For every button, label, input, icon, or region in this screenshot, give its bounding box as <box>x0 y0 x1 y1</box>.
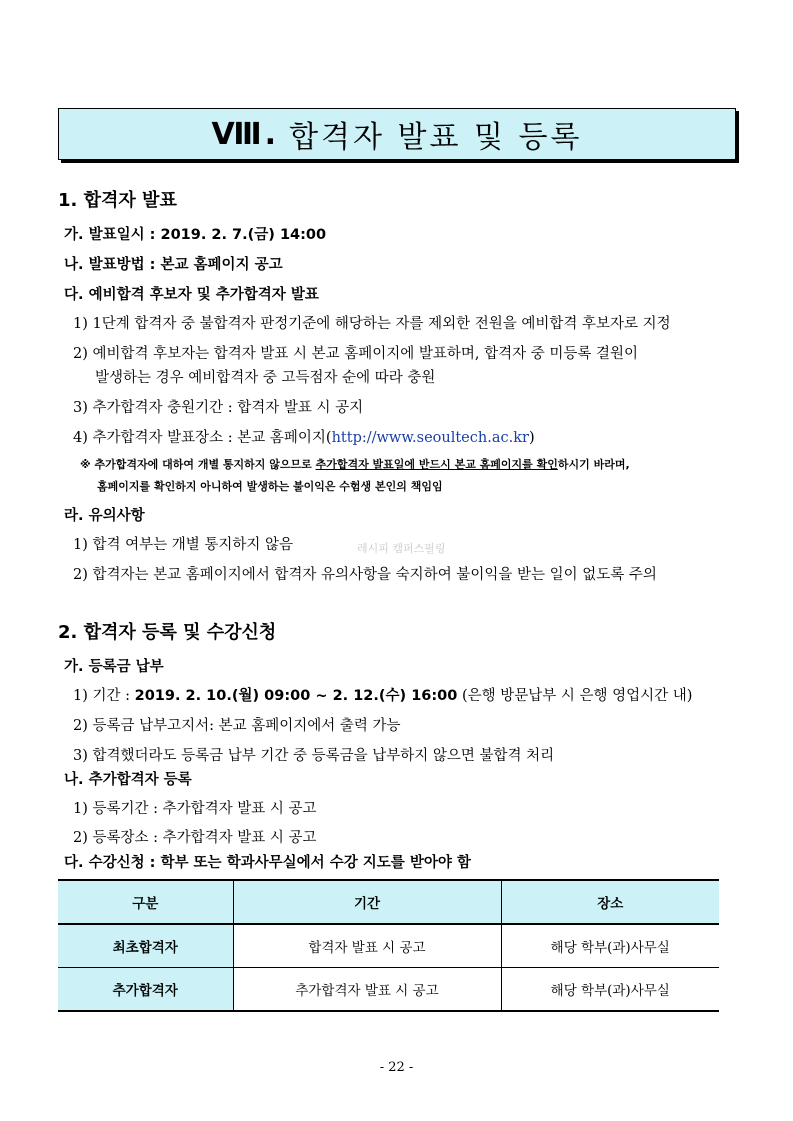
course-registration-table <box>58 879 719 1012</box>
precaution-item-2: 2) 합격자는 본교 홈페이지에서 합격자 유의사항을 숙지하여 불이익을 받는 일이 없도록 주의 <box>73 567 657 583</box>
notice-text: ※ 추가합격자에 대하여 개별 통지하지 않으므로 <box>80 458 316 471</box>
notice-line-2: 홈페이지를 확인하지 아니하여 발생하는 불이익은 수험생 본인의 책임임 <box>97 480 443 493</box>
tuition-item-2: 2) 등록금 납부고지서: 본교 홈페이지에서 출력 가능 <box>73 718 401 734</box>
chapter-numeral: Ⅷ. <box>211 116 280 152</box>
chapter-title-box <box>58 108 736 160</box>
waitlist-item-4-text: 4) 추가합격자 발표장소 : 본교 홈페이지( <box>73 430 332 446</box>
tuition-period-dates: 2019. 2. 10.(월) 09:00 ~ 2. 12.(수) 16:00 <box>134 688 458 704</box>
table-row-category: 최초합격자 <box>58 924 233 968</box>
notice-emphasis: 추가합격자 발표일에 반드시 본교 홈페이지를 확인 <box>315 458 558 471</box>
table-header-row <box>58 880 719 924</box>
table-row <box>58 968 719 1012</box>
homepage-link[interactable]: http://www.seoultech.ac.kr <box>331 430 529 446</box>
section-2-heading: 2. 합격자 등록 및 수강신청 <box>58 622 277 643</box>
tuition-item-1 <box>73 684 692 705</box>
waitlist-item-1: 1) 1단계 합격자 중 불합격자 판정기준에 해당하는 자를 제외한 전원을 예비합격 후보자로 지정 <box>73 316 671 332</box>
precautions-heading: 라. 유의사항 <box>64 508 145 524</box>
page-number: - 22 - <box>379 1060 414 1075</box>
table-header-category: 구분 <box>58 880 233 924</box>
watermark-text: 레시피 캠퍼스필링 <box>357 542 446 555</box>
tuition-heading: 가. 등록금 납부 <box>64 659 164 675</box>
tuition-item-3: 3) 합격했더라도 등록금 납부 기간 중 등록금을 납부하지 않으면 불합격 처리 <box>73 748 555 764</box>
table-row <box>58 924 719 968</box>
table-header-location: 장소 <box>501 880 719 924</box>
announcement-date: 가. 발표일시 : 2019. 2. 7.(금) 14:00 <box>64 227 327 243</box>
table-row-category: 추가합격자 <box>58 968 233 1012</box>
table-cell-period: 합격자 발표 시 공고 <box>233 924 501 968</box>
waitlist-item-2b: 발생하는 경우 예비합격자 중 고득점자 순에 따라 충원 <box>95 370 436 386</box>
waitlist-heading: 다. 예비합격 후보자 및 추가합격자 발표 <box>64 287 319 303</box>
announcement-method: 나. 발표방법 : 본교 홈페이지 공고 <box>64 257 283 273</box>
waitlist-item-2a: 2) 예비합격 후보자는 합격자 발표 시 본교 홈페이지에 발표하며, 합격자 중 미등록 결원이 <box>73 346 639 362</box>
additional-registration-item-1: 1) 등록기간 : 추가합격자 발표 시 공고 <box>73 801 317 817</box>
table-cell-location: 해당 학부(과)사무실 <box>501 924 719 968</box>
table-header-period: 기간 <box>233 880 501 924</box>
notice-tail: 하시기 바라며, <box>557 458 630 471</box>
course-registration-heading: 다. 수강신청 : 학부 또는 학과사무실에서 수강 지도를 받아야 함 <box>64 855 471 871</box>
additional-registration-heading: 나. 추가합격자 등록 <box>64 772 192 788</box>
notice-line-1 <box>80 456 630 472</box>
waitlist-item-4-close: ) <box>528 430 535 446</box>
table-cell-location: 해당 학부(과)사무실 <box>501 968 719 1012</box>
chapter-title: 합격자 발표 및 등록 <box>289 120 583 155</box>
table-cell-period: 추가합격자 발표 시 공고 <box>233 968 501 1012</box>
tuition-period-note: (은행 방문납부 시 은행 영업시간 내) <box>457 688 693 704</box>
additional-registration-item-2: 2) 등록장소 : 추가합격자 발표 시 공고 <box>73 830 317 846</box>
section-1-heading: 1. 합격자 발표 <box>58 190 177 211</box>
tuition-period-label: 1) 기간 : <box>73 688 135 704</box>
precaution-item-1: 1) 합격 여부는 개별 통지하지 않음 <box>73 537 294 553</box>
waitlist-item-4 <box>73 426 535 447</box>
waitlist-item-3: 3) 추가합격자 충원기간 : 합격자 발표 시 공지 <box>73 400 364 416</box>
